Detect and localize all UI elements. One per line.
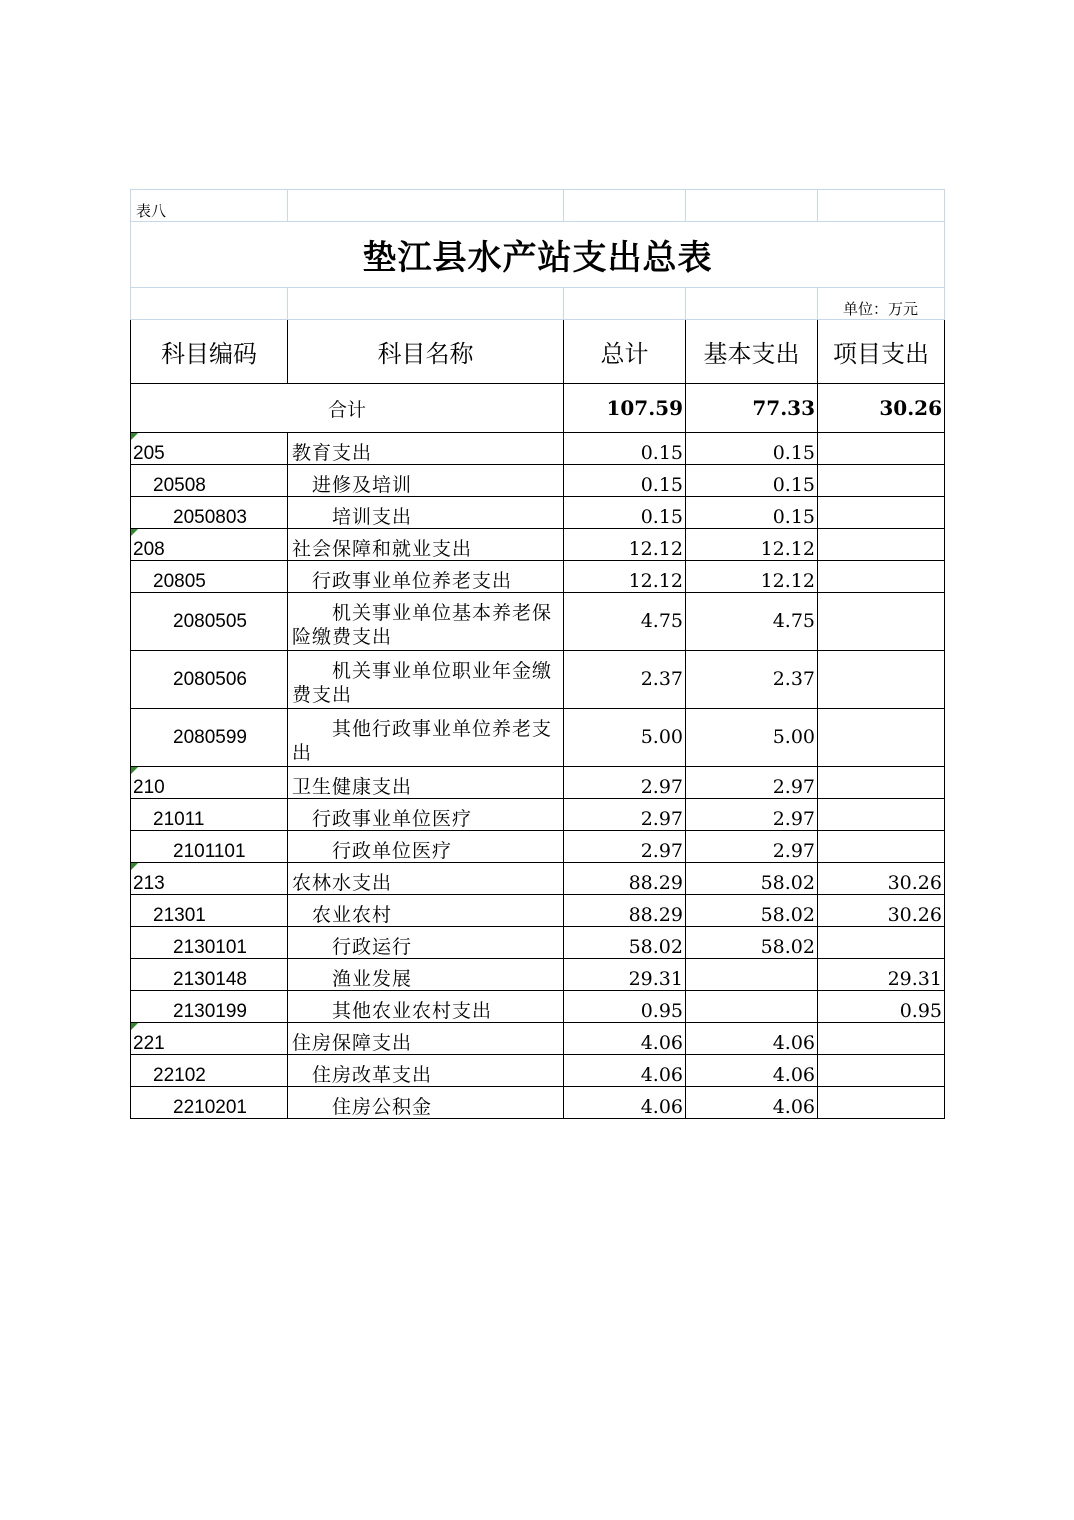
- row-name-text: 住房改革支出: [312, 1064, 433, 1087]
- table-row: [131, 927, 945, 959]
- header-name: 科目名称: [288, 320, 564, 384]
- row-code: [131, 863, 288, 895]
- row-code: [131, 1087, 288, 1119]
- row-code: [131, 959, 288, 991]
- row-code-text: 208: [133, 539, 165, 561]
- row-project: [818, 651, 945, 709]
- row-basic: 4.06: [686, 1055, 818, 1087]
- row-name: [288, 959, 564, 991]
- row-total: 2.97: [564, 767, 686, 799]
- total-label: 合计: [131, 384, 564, 433]
- row-name-text: 卫生健康支出: [292, 776, 413, 799]
- row-name-text: 行政单位医疗: [332, 840, 453, 863]
- row-basic: 2.97: [686, 831, 818, 863]
- row-name-text: 行政事业单位医疗: [312, 808, 473, 831]
- row-code: [131, 991, 288, 1023]
- row-code-text: 21301: [153, 905, 206, 927]
- row-name-text: 行政事业单位养老支出: [312, 570, 513, 593]
- cell-marker-icon: [131, 529, 138, 536]
- row-project: [818, 799, 945, 831]
- row-project: [818, 927, 945, 959]
- row-basic: 5.00: [686, 709, 818, 767]
- row-code: [131, 529, 288, 561]
- row-basic: 2.97: [686, 767, 818, 799]
- cell-marker-icon: [131, 1023, 138, 1030]
- data-rows: [131, 433, 945, 1119]
- row-basic: [686, 959, 818, 991]
- row-code: [131, 895, 288, 927]
- row-code: [131, 831, 288, 863]
- row-code-text: 2101101: [173, 841, 246, 863]
- row-name: [288, 767, 564, 799]
- row-name-text: 机关事业单位基本养老保险缴费支出: [292, 601, 553, 649]
- row-basic: 0.15: [686, 497, 818, 529]
- row-name-text: 渔业发展: [332, 968, 413, 991]
- row-code: [131, 927, 288, 959]
- total-basic: 77.33: [686, 384, 818, 433]
- row-code: [131, 465, 288, 497]
- row-basic: 0.15: [686, 433, 818, 465]
- table-row: [131, 863, 945, 895]
- row-name-text: 机关事业单位职业年金缴费支出: [292, 659, 553, 707]
- row-name: [288, 799, 564, 831]
- row-code: [131, 651, 288, 709]
- row-project: [818, 1055, 945, 1087]
- header-total: 总计: [564, 320, 686, 384]
- row-name: [288, 529, 564, 561]
- table-row: [131, 1055, 945, 1087]
- table-row: [131, 529, 945, 561]
- row-total: 12.12: [564, 529, 686, 561]
- unit-label: 单位：万元: [818, 288, 945, 320]
- row-total: 0.15: [564, 433, 686, 465]
- row-name: [288, 497, 564, 529]
- row-project: [818, 561, 945, 593]
- row-basic: 4.75: [686, 593, 818, 651]
- row-code-text: 221: [133, 1033, 165, 1055]
- row-project: [818, 433, 945, 465]
- row-basic: 58.02: [686, 895, 818, 927]
- header-code: 科目编码: [131, 320, 288, 384]
- table-row: [131, 895, 945, 927]
- row-total: 58.02: [564, 927, 686, 959]
- table-row: [131, 651, 945, 709]
- row-name-text: 农林水支出: [292, 872, 393, 895]
- caption-row: [131, 190, 945, 222]
- table-row: [131, 433, 945, 465]
- title-row: [131, 222, 945, 288]
- row-project: 0.95: [818, 991, 945, 1023]
- row-code-text: 2210201: [173, 1097, 247, 1119]
- row-name: [288, 593, 564, 651]
- cell-marker-icon: [131, 767, 138, 774]
- row-name: [288, 465, 564, 497]
- table-row: [131, 1087, 945, 1119]
- row-code-text: 213: [133, 873, 165, 895]
- total-project: 30.26: [818, 384, 945, 433]
- row-name: [288, 1055, 564, 1087]
- table-row: [131, 561, 945, 593]
- row-basic: 4.06: [686, 1087, 818, 1119]
- row-code-text: 210: [133, 777, 165, 799]
- row-basic: 58.02: [686, 927, 818, 959]
- header-basic: 基本支出: [686, 320, 818, 384]
- row-total: 88.29: [564, 863, 686, 895]
- row-project: [818, 767, 945, 799]
- row-code-text: 20508: [153, 475, 206, 497]
- row-project: [818, 593, 945, 651]
- table-row: [131, 1023, 945, 1055]
- row-total: 12.12: [564, 561, 686, 593]
- table-row: [131, 497, 945, 529]
- row-code: [131, 433, 288, 465]
- row-name-text: 行政运行: [332, 936, 413, 959]
- row-code-text: 2130148: [173, 969, 247, 991]
- row-project: [818, 465, 945, 497]
- row-total: 2.37: [564, 651, 686, 709]
- row-total: 0.95: [564, 991, 686, 1023]
- row-code-text: 2080599: [173, 726, 247, 748]
- row-project: 30.26: [818, 895, 945, 927]
- row-total: 2.97: [564, 799, 686, 831]
- row-basic: 0.15: [686, 465, 818, 497]
- row-name: [288, 895, 564, 927]
- expense-summary-sheet: [130, 189, 944, 1119]
- row-total: 88.29: [564, 895, 686, 927]
- row-name: [288, 433, 564, 465]
- row-project: [818, 529, 945, 561]
- row-project: 30.26: [818, 863, 945, 895]
- row-name: [288, 561, 564, 593]
- row-basic: 2.97: [686, 799, 818, 831]
- row-project: [818, 1087, 945, 1119]
- total-total: 107.59: [564, 384, 686, 433]
- row-name-text: 其他农业农村支出: [332, 1000, 493, 1023]
- row-name: [288, 831, 564, 863]
- table-row: [131, 767, 945, 799]
- row-code: [131, 497, 288, 529]
- row-project: [818, 831, 945, 863]
- table-caption: 表八: [131, 190, 288, 222]
- row-basic: 4.06: [686, 1023, 818, 1055]
- row-code: [131, 1055, 288, 1087]
- row-total: 4.06: [564, 1055, 686, 1087]
- row-basic: 12.12: [686, 529, 818, 561]
- row-name-text: 农业农村: [312, 904, 393, 927]
- row-code: [131, 767, 288, 799]
- row-code: [131, 561, 288, 593]
- table-row: [131, 465, 945, 497]
- row-project: [818, 1023, 945, 1055]
- page-title: 垫江县水产站支出总表: [131, 222, 945, 288]
- row-basic: 12.12: [686, 561, 818, 593]
- row-total: 4.06: [564, 1023, 686, 1055]
- row-basic: [686, 991, 818, 1023]
- row-name-text: 进修及培训: [312, 474, 413, 497]
- row-total: 4.75: [564, 593, 686, 651]
- row-code: [131, 709, 288, 767]
- row-name-text: 住房公积金: [332, 1096, 433, 1119]
- row-name: [288, 863, 564, 895]
- row-total: 2.97: [564, 831, 686, 863]
- row-code-text: 2080505: [173, 610, 247, 632]
- expense-table: [130, 189, 945, 1119]
- row-code-text: 21011: [153, 809, 205, 831]
- row-name-text: 社会保障和就业支出: [292, 538, 473, 561]
- row-name-text: 住房保障支出: [292, 1032, 413, 1055]
- row-total: 0.15: [564, 465, 686, 497]
- row-name-text: 教育支出: [292, 442, 373, 465]
- row-project: 29.31: [818, 959, 945, 991]
- row-name-text: 培训支出: [332, 506, 413, 529]
- row-code-text: 2050803: [173, 507, 247, 529]
- table-row: [131, 709, 945, 767]
- row-code-text: 20805: [153, 571, 206, 593]
- table-row: [131, 593, 945, 651]
- table-row: [131, 799, 945, 831]
- row-total: 5.00: [564, 709, 686, 767]
- total-row: [131, 384, 945, 433]
- unit-row: [131, 288, 945, 320]
- row-code: [131, 799, 288, 831]
- row-code-text: 2130199: [173, 1001, 247, 1023]
- table-row: [131, 959, 945, 991]
- table-row: [131, 831, 945, 863]
- row-code-text: 205: [133, 443, 165, 465]
- row-name: [288, 651, 564, 709]
- row-basic: 58.02: [686, 863, 818, 895]
- row-code: [131, 593, 288, 651]
- cell-marker-icon: [131, 863, 138, 870]
- row-name: [288, 1023, 564, 1055]
- row-code-text: 2130101: [173, 937, 247, 959]
- row-name-text: 其他行政事业单位养老支出: [292, 717, 553, 765]
- row-code-text: 2080506: [173, 668, 247, 690]
- row-total: 0.15: [564, 497, 686, 529]
- row-code-text: 22102: [153, 1065, 206, 1087]
- header-project: 项目支出: [818, 320, 945, 384]
- row-code: [131, 1023, 288, 1055]
- header-row: [131, 320, 945, 384]
- row-total: 4.06: [564, 1087, 686, 1119]
- table-row: [131, 991, 945, 1023]
- row-total: 29.31: [564, 959, 686, 991]
- row-name: [288, 709, 564, 767]
- row-project: [818, 497, 945, 529]
- row-name: [288, 991, 564, 1023]
- row-project: [818, 709, 945, 767]
- row-basic: 2.37: [686, 651, 818, 709]
- cell-marker-icon: [131, 433, 138, 440]
- row-name: [288, 927, 564, 959]
- row-name: [288, 1087, 564, 1119]
